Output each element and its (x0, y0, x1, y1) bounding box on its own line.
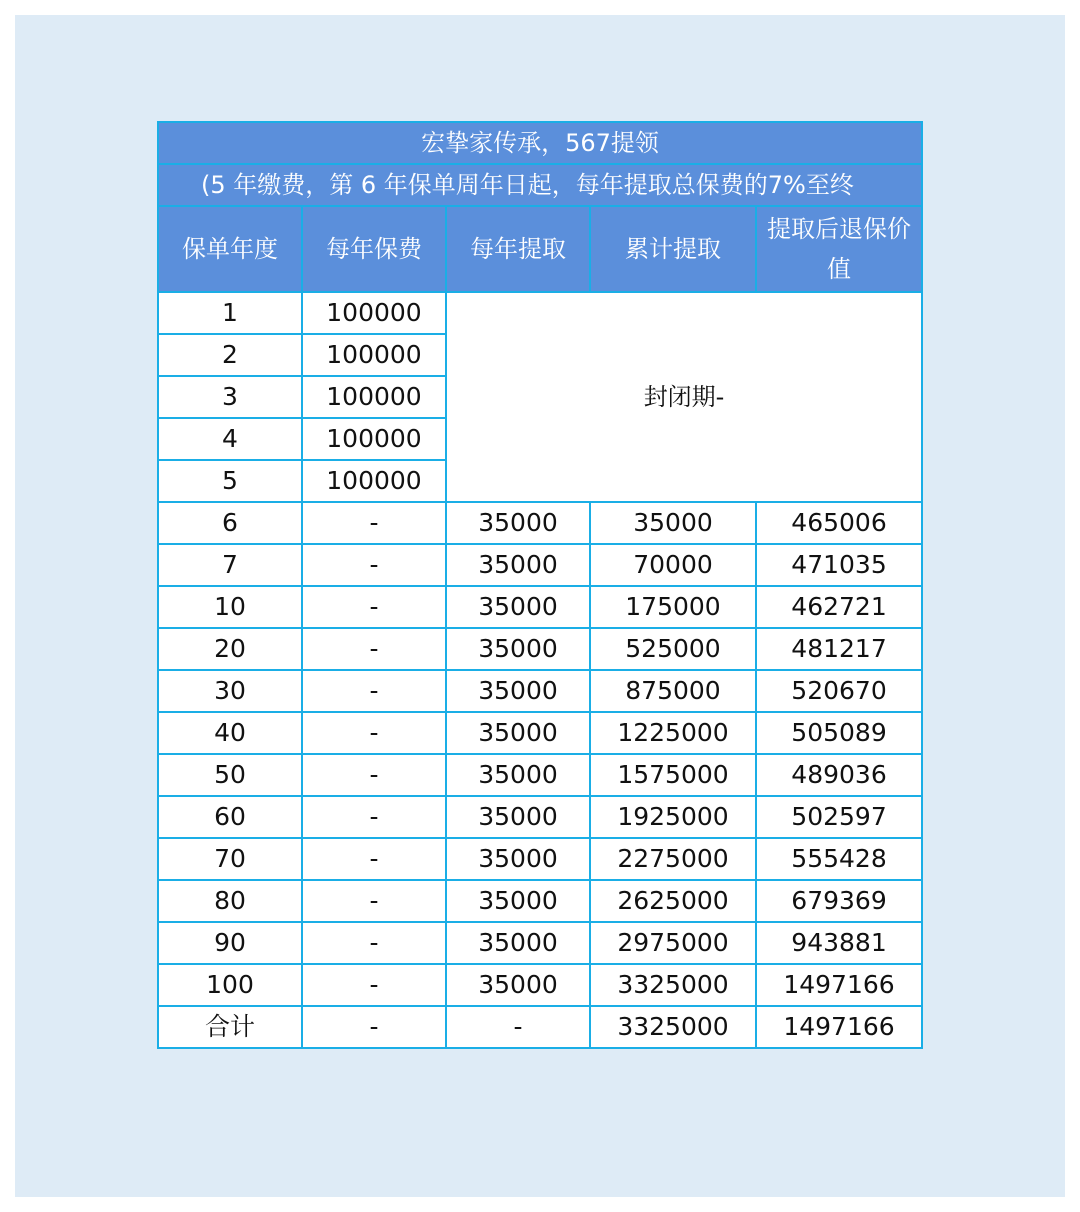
policy-illustration-table (157, 121, 923, 1049)
annual-withdrawal-cell: 35000 (446, 712, 590, 754)
annual-premium-cell: - (302, 880, 446, 922)
annual-premium-cell: 100000 (302, 418, 446, 460)
table-row (158, 628, 922, 670)
annual-premium-cell: - (302, 796, 446, 838)
annual-withdrawal-cell: 35000 (446, 502, 590, 544)
table-row (158, 880, 922, 922)
policy-year-cell: 10 (158, 586, 302, 628)
annual-premium-cell: - (302, 1006, 446, 1048)
surrender-value-cell: 555428 (756, 838, 922, 880)
policy-year-cell: 5 (158, 460, 302, 502)
surrender-value-cell: 462721 (756, 586, 922, 628)
policy-year-cell: 20 (158, 628, 302, 670)
surrender-value-cell: 502597 (756, 796, 922, 838)
annual-withdrawal-cell: 35000 (446, 922, 590, 964)
table-title: 宏挚家传承，567提领 (158, 122, 922, 164)
policy-year-cell: 90 (158, 922, 302, 964)
cumulative-withdrawal-cell: 2975000 (590, 922, 756, 964)
surrender-value-cell: 1497166 (756, 1006, 922, 1048)
annual-withdrawal-cell: 35000 (446, 754, 590, 796)
surrender-value-cell: 465006 (756, 502, 922, 544)
closed-period-cell: 封闭期- (446, 292, 922, 502)
policy-year-cell: 80 (158, 880, 302, 922)
table-row (158, 502, 922, 544)
surrender-value-cell: 489036 (756, 754, 922, 796)
annual-premium-cell: - (302, 838, 446, 880)
cumulative-withdrawal-cell: 70000 (590, 544, 756, 586)
header-policy-year: 保单年度 (158, 206, 302, 292)
annual-premium-cell: - (302, 712, 446, 754)
policy-year-cell: 40 (158, 712, 302, 754)
annual-withdrawal-cell: 35000 (446, 796, 590, 838)
policy-year-cell: 100 (158, 964, 302, 1006)
cumulative-withdrawal-cell: 3325000 (590, 964, 756, 1006)
annual-premium-cell: - (302, 754, 446, 796)
policy-year-cell: 1 (158, 292, 302, 334)
table-row (158, 586, 922, 628)
cumulative-withdrawal-cell: 2625000 (590, 880, 756, 922)
cumulative-withdrawal-cell: 35000 (590, 502, 756, 544)
table-title-row (158, 122, 922, 164)
surrender-value-cell: 943881 (756, 922, 922, 964)
annual-premium-cell: - (302, 544, 446, 586)
annual-premium-cell: 100000 (302, 460, 446, 502)
cumulative-withdrawal-cell: 175000 (590, 586, 756, 628)
annual-withdrawal-cell: 35000 (446, 964, 590, 1006)
surrender-value-cell: 481217 (756, 628, 922, 670)
cumulative-withdrawal-cell: 525000 (590, 628, 756, 670)
policy-year-cell: 2 (158, 334, 302, 376)
annual-premium-cell: - (302, 586, 446, 628)
annual-premium-cell: - (302, 964, 446, 1006)
annual-premium-cell: - (302, 628, 446, 670)
annual-premium-cell: - (302, 670, 446, 712)
header-annual-withdrawal: 每年提取 (446, 206, 590, 292)
header-surrender-value: 提取后退保价值 (756, 206, 922, 292)
policy-year-cell: 30 (158, 670, 302, 712)
policy-year-cell: 6 (158, 502, 302, 544)
annual-withdrawal-cell: 35000 (446, 880, 590, 922)
table-row (158, 712, 922, 754)
table-row (158, 964, 922, 1006)
annual-withdrawal-cell: 35000 (446, 586, 590, 628)
cumulative-withdrawal-cell: 1925000 (590, 796, 756, 838)
surrender-value-cell: 520670 (756, 670, 922, 712)
policy-year-cell: 60 (158, 796, 302, 838)
table-row (158, 838, 922, 880)
table-row (158, 922, 922, 964)
annual-premium-cell: 100000 (302, 334, 446, 376)
header-annual-premium: 每年保费 (302, 206, 446, 292)
cumulative-withdrawal-cell: 875000 (590, 670, 756, 712)
table-row (158, 754, 922, 796)
table-row (158, 796, 922, 838)
annual-withdrawal-cell: 35000 (446, 838, 590, 880)
cumulative-withdrawal-cell: 1225000 (590, 712, 756, 754)
policy-year-cell: 7 (158, 544, 302, 586)
table-row (158, 670, 922, 712)
annual-premium-cell: - (302, 922, 446, 964)
policy-year-cell: 70 (158, 838, 302, 880)
annual-withdrawal-cell: 35000 (446, 628, 590, 670)
cumulative-withdrawal-cell: 1575000 (590, 754, 756, 796)
annual-withdrawal-cell: - (446, 1006, 590, 1048)
annual-premium-cell: - (302, 502, 446, 544)
policy-year-cell: 50 (158, 754, 302, 796)
table-subtitle-row (158, 164, 922, 206)
table-header-row (158, 206, 922, 292)
annual-premium-cell: 100000 (302, 376, 446, 418)
policy-year-cell: 合计 (158, 1006, 302, 1048)
surrender-value-cell: 1497166 (756, 964, 922, 1006)
policy-year-cell: 3 (158, 376, 302, 418)
table-row (158, 292, 922, 334)
policy-year-cell: 4 (158, 418, 302, 460)
table-row (158, 544, 922, 586)
surrender-value-cell: 679369 (756, 880, 922, 922)
annual-premium-cell: 100000 (302, 292, 446, 334)
table-total-row (158, 1006, 922, 1048)
table-subtitle: (5 年缴费，第 6 年保单周年日起，每年提取总保费的7%至终 (158, 164, 922, 206)
annual-withdrawal-cell: 35000 (446, 670, 590, 712)
surrender-value-cell: 505089 (756, 712, 922, 754)
header-cumulative-withdrawal: 累计提取 (590, 206, 756, 292)
cumulative-withdrawal-cell: 2275000 (590, 838, 756, 880)
cumulative-withdrawal-cell: 3325000 (590, 1006, 756, 1048)
surrender-value-cell: 471035 (756, 544, 922, 586)
annual-withdrawal-cell: 35000 (446, 544, 590, 586)
